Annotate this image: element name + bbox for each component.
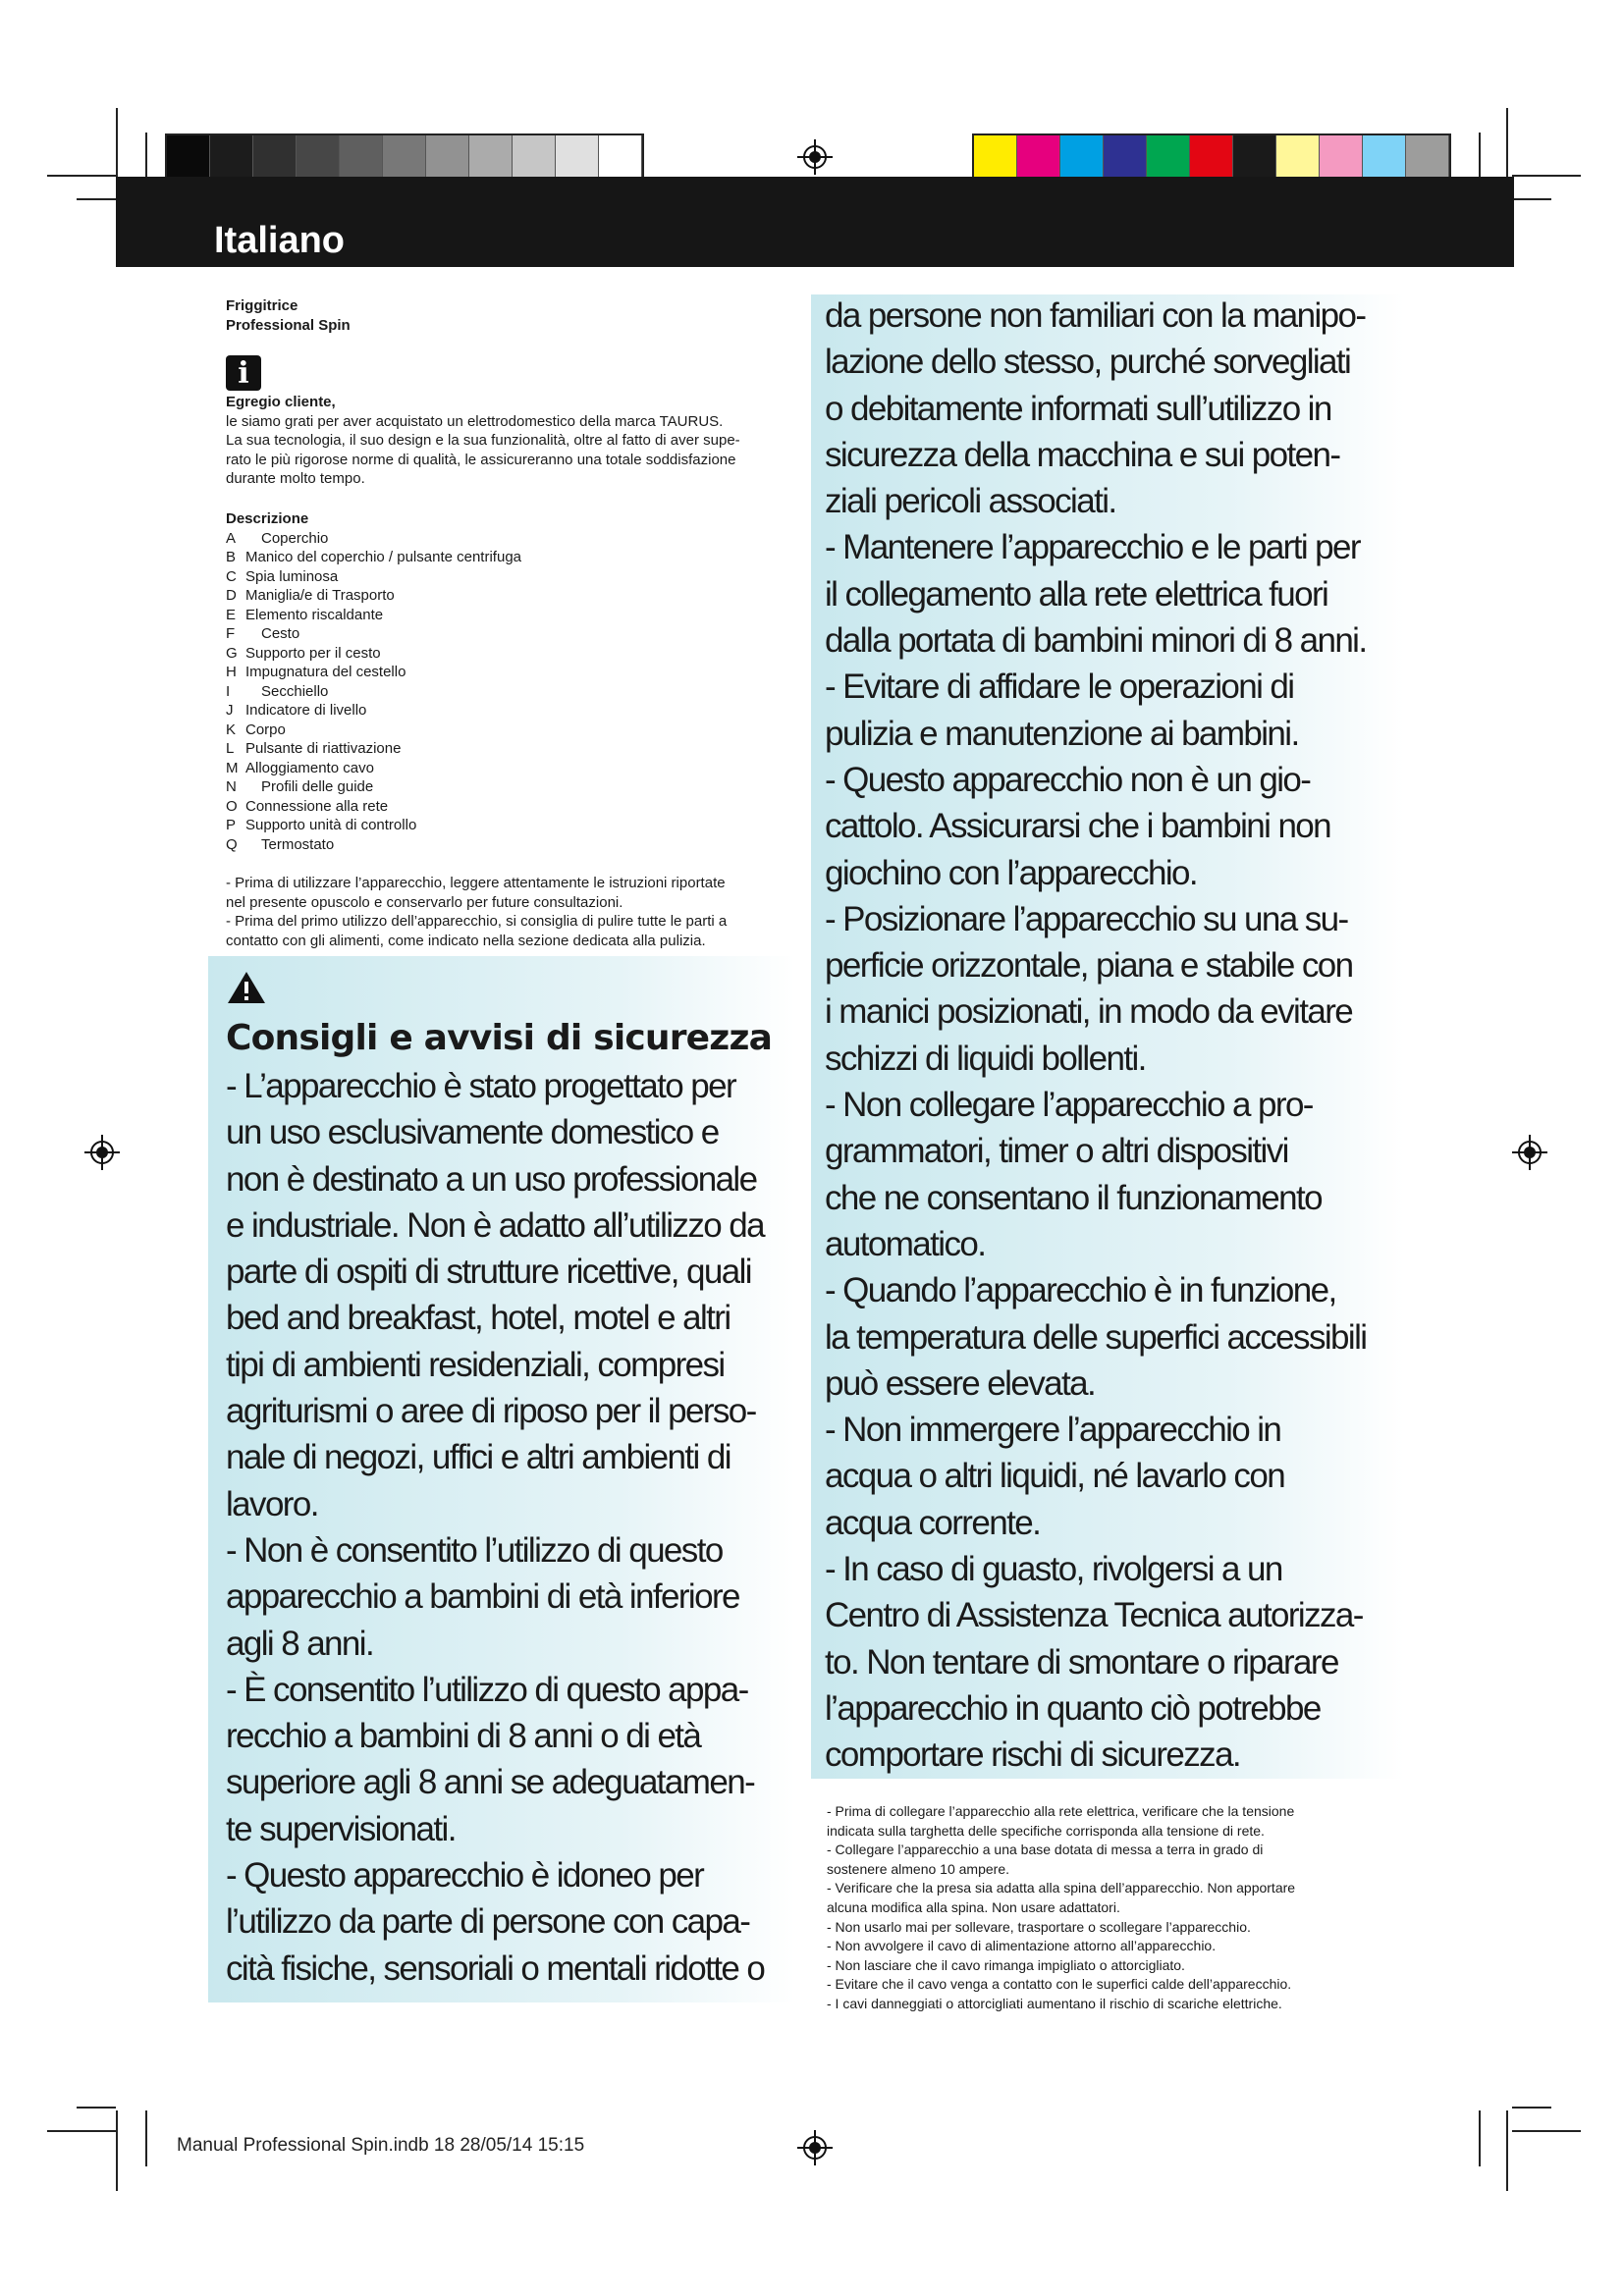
color-swatch bbox=[426, 135, 469, 177]
safety-line: ziali pericoli associati. bbox=[825, 482, 1116, 521]
color-swatch bbox=[1190, 135, 1233, 177]
color-swatch bbox=[253, 135, 297, 177]
safety-line: superiore agli 8 anni se adeguatamen- bbox=[226, 1763, 755, 1802]
description-item bbox=[226, 835, 795, 855]
color-swatch bbox=[1017, 135, 1060, 177]
description-item-key: B bbox=[226, 549, 237, 565]
color-swatch bbox=[1406, 135, 1449, 177]
note-line: - Prima del primo utilizzo dell’apparecchio, si consiglia di pulire tutte le parti a bbox=[226, 913, 728, 930]
safety-line: - È consentito l’utilizzo di questo appa- bbox=[226, 1670, 748, 1709]
description-item bbox=[226, 529, 795, 549]
safety-line: o debitamente informati sull’utilizzo in bbox=[825, 389, 1331, 428]
description-item-key: N bbox=[226, 778, 237, 795]
description-item-label: Supporto unità di controllo bbox=[245, 817, 417, 833]
electrical-note-line: - Non usarlo mai per sollevare, trasportare o scollegare l’apparecchio. bbox=[827, 1918, 1251, 1935]
safety-line: - In caso di guasto, rivolgersi a un bbox=[825, 1550, 1282, 1589]
color-swatch bbox=[383, 135, 426, 177]
safety-line: i manici posizionati, in modo da evitare bbox=[825, 992, 1353, 1032]
color-swatch bbox=[469, 135, 513, 177]
description-item-key: C bbox=[226, 567, 237, 585]
safety-line: - L’apparecchio è stato progettato per bbox=[226, 1067, 736, 1105]
description-item bbox=[226, 721, 795, 740]
color-swatch bbox=[210, 135, 253, 177]
description-item bbox=[226, 663, 795, 682]
safety-line: tipi di ambienti residenziali, compresi bbox=[226, 1345, 725, 1384]
safety-text-right bbox=[825, 293, 1414, 1779]
greeting-section bbox=[226, 393, 795, 489]
language-title: Italiano bbox=[214, 220, 346, 261]
safety-line: l’utilizzo da parte di persone con capa- bbox=[226, 1902, 750, 1942]
electrical-note-line: sostenere almeno 10 ampere. bbox=[827, 1860, 1009, 1877]
safety-line: recchio a bambini di 8 anni o di età bbox=[226, 1717, 701, 1756]
registration-mark-icon bbox=[797, 139, 833, 175]
safety-line: un uso esclusivamente domestico e bbox=[226, 1113, 719, 1152]
safety-line: cattolo. Assicurarsi che i bambini non bbox=[825, 807, 1331, 846]
crop-mark bbox=[77, 2107, 116, 2109]
description-item-key: J bbox=[226, 702, 234, 719]
electrical-note-line: - Collegare l’apparecchio a una base dotata di messa a terra in grado di bbox=[827, 1842, 1264, 1858]
safety-line: dalla portata di bambini minori di 8 anni. bbox=[825, 621, 1367, 661]
description-item-label: Cesto bbox=[261, 625, 300, 642]
safety-line: giochino con l’apparecchio. bbox=[825, 853, 1198, 892]
safety-line: schizzi di liquidi bollenti. bbox=[825, 1039, 1146, 1078]
description-item bbox=[226, 644, 795, 664]
description-item bbox=[226, 586, 795, 606]
safety-line: - Non immergere l’apparecchio in bbox=[825, 1411, 1281, 1450]
footer-slug: Manual Professional Spin.indb 18 28/05/14 15:15 bbox=[177, 2135, 585, 2156]
description-item bbox=[226, 816, 795, 835]
electrical-note-line: indicata sulla targhetta delle specifiche corrisponda alla tensione di rete. bbox=[827, 1822, 1265, 1839]
warning-icon bbox=[226, 970, 267, 1005]
description-item-label: Elemento riscaldante bbox=[245, 606, 384, 623]
description-item-label: Indicatore di livello bbox=[245, 702, 367, 719]
color-swatch bbox=[297, 135, 340, 177]
safety-line: comportare rischi di sicurezza. bbox=[825, 1735, 1241, 1775]
electrical-note-line: - Non avvolgere il cavo di alimentazione attorno all’apparecchio. bbox=[827, 1938, 1217, 1954]
description-item bbox=[226, 624, 795, 644]
electrical-note-line: - Prima di collegare l’apparecchio alla rete elettrica, verificare che la tensione bbox=[827, 1803, 1295, 1819]
description-item-label: Secchiello bbox=[261, 682, 329, 700]
crop-mark bbox=[1512, 2130, 1581, 2132]
crop-mark bbox=[47, 175, 116, 177]
safety-line: lazione dello stesso, purché sorvegliati bbox=[825, 343, 1351, 382]
safety-line: pulizia e manutenzione ai bambini. bbox=[825, 714, 1299, 753]
description-item-key: H bbox=[226, 664, 237, 680]
description-item-label: Alloggiamento cavo bbox=[245, 759, 374, 776]
safety-line: l’apparecchio in quanto ciò potrebbe bbox=[825, 1688, 1321, 1728]
safety-line: Centro di Assistenza Tecnica autorizza- bbox=[825, 1596, 1363, 1635]
description-item bbox=[226, 548, 795, 567]
greeting-line: le siamo grati per aver acquistato un elettrodomestico della marca TAURUS. bbox=[226, 412, 724, 430]
crop-mark bbox=[1512, 198, 1551, 200]
safety-line: da persone non familiari con la manipo- bbox=[825, 296, 1366, 335]
description-item bbox=[226, 567, 795, 587]
safety-line: agli 8 anni. bbox=[226, 1624, 374, 1663]
safety-text-left bbox=[226, 1063, 800, 1992]
safety-line: - Non è consentito l’utilizzo di questo bbox=[226, 1530, 723, 1570]
cmyk-color-bar bbox=[972, 133, 1451, 179]
description-item bbox=[226, 682, 795, 702]
description-item-key: E bbox=[226, 606, 237, 623]
greeting-line: durante molto tempo. bbox=[226, 470, 365, 487]
product-title bbox=[226, 296, 351, 335]
safety-line: bed and breakfast, hotel, motel e altri bbox=[226, 1299, 731, 1338]
description-item-key: D bbox=[226, 587, 237, 604]
description-item-label: Impugnatura del cestello bbox=[245, 664, 406, 680]
safety-line: - Questo apparecchio non è un gio- bbox=[825, 760, 1311, 799]
safety-line: parte di ospiti di strutture ricettive, quali bbox=[226, 1253, 751, 1292]
electrical-note-line: alcuna modifica alla spina. Non usare adattatori. bbox=[827, 1898, 1120, 1915]
description-item-key: F bbox=[226, 625, 236, 642]
electrical-note-line: - Evitare che il cavo venga a contatto con le superfici calde dell’apparecchio. bbox=[827, 1976, 1292, 1993]
safety-line: to. Non tentare di smontare o riparare bbox=[825, 1642, 1338, 1682]
crop-mark bbox=[116, 2110, 118, 2191]
safety-line: agriturismi o aree di riposo per il perso- bbox=[226, 1392, 756, 1431]
description-item-label: Manico del coperchio / pulsante centrifuga bbox=[245, 549, 522, 565]
color-swatch bbox=[599, 135, 642, 177]
crop-mark bbox=[1512, 2107, 1551, 2109]
note-line: nel presente opuscolo e conservarlo per future consultazioni. bbox=[226, 893, 623, 911]
color-swatch bbox=[1147, 135, 1190, 177]
description-item bbox=[226, 777, 795, 797]
safety-heading: Consigli e avvisi di sicurezza bbox=[226, 1018, 773, 1058]
color-swatch bbox=[1060, 135, 1104, 177]
safety-line: e industriale. Non è adatto all’utilizzo da bbox=[226, 1205, 764, 1245]
greeting-line: rato le più rigorose norme di qualità, le assicureranno una totale soddisfazione bbox=[226, 451, 736, 468]
registration-mark-icon bbox=[84, 1135, 120, 1170]
crop-mark bbox=[1479, 2110, 1481, 2166]
description-item-key: O bbox=[226, 797, 238, 815]
color-swatch bbox=[1320, 135, 1363, 177]
description-item-key: M bbox=[226, 759, 239, 776]
description-item-key: K bbox=[226, 721, 237, 738]
description-item bbox=[226, 797, 795, 817]
safety-line: - Evitare di affidare le operazioni di bbox=[825, 667, 1294, 707]
greeting-text bbox=[226, 412, 795, 489]
electrical-note-line: - Verificare che la presa sia adatta alla spina dell’apparecchio. Non apportare bbox=[827, 1880, 1296, 1896]
description-section bbox=[226, 509, 795, 854]
description-item bbox=[226, 759, 795, 778]
note-line: contatto con gli alimenti, come indicato nella sezione dedicata alla pulizia. bbox=[226, 932, 706, 949]
description-item-label: Profili delle guide bbox=[261, 778, 374, 795]
safety-line: non è destinato a un uso professionale bbox=[226, 1159, 757, 1199]
color-swatch bbox=[1363, 135, 1406, 177]
info-icon: i bbox=[226, 355, 261, 391]
crop-mark bbox=[77, 198, 116, 200]
crop-mark bbox=[1512, 175, 1581, 177]
description-list bbox=[226, 529, 795, 855]
safety-line: acqua corrente. bbox=[825, 1503, 1041, 1542]
electrical-safety-notes bbox=[827, 1802, 1406, 2014]
description-item-label: Coperchio bbox=[261, 529, 329, 547]
safety-line: che ne consentano il funzionamento bbox=[825, 1178, 1322, 1217]
safety-line: - Questo apparecchio è idoneo per bbox=[226, 1856, 704, 1896]
electrical-note-line: - I cavi danneggiati o attorcigliati aumentano il rischio di scariche elettriche. bbox=[827, 1995, 1282, 2011]
description-title: Descrizione bbox=[226, 510, 309, 527]
description-item-label: Corpo bbox=[245, 721, 286, 738]
color-swatch bbox=[556, 135, 599, 177]
safety-line: - Mantenere l’apparecchio e le parti per bbox=[825, 528, 1360, 567]
safety-line: grammatori, timer o altri dispositivi bbox=[825, 1132, 1288, 1171]
description-item-label: Termostato bbox=[261, 835, 335, 853]
description-item-label: Spia luminosa bbox=[245, 567, 339, 585]
safety-line: te supervisionati. bbox=[226, 1809, 456, 1848]
description-item-label: Connessione alla rete bbox=[245, 797, 389, 815]
greeting-line: La sua tecnologia, il suo design e la sua funzionalità, oltre al fatto di aver supe- bbox=[226, 432, 740, 449]
color-swatch bbox=[513, 135, 556, 177]
usage-notes bbox=[226, 874, 815, 950]
note-line: - Prima di utilizzare l’apparecchio, leggere attentamente le istruzioni riportate bbox=[226, 875, 726, 891]
description-item bbox=[226, 606, 795, 625]
description-item-key: P bbox=[226, 817, 237, 833]
safety-line: sicurezza della macchina e sui poten- bbox=[825, 435, 1340, 474]
registration-mark-icon bbox=[1512, 1135, 1547, 1170]
safety-line: acqua o altri liquidi, né lavarlo con bbox=[825, 1457, 1285, 1496]
description-item bbox=[226, 739, 795, 759]
safety-line: cità fisiche, sensoriali o mentali ridotte o bbox=[226, 1949, 765, 1988]
description-item-label: Pulsante di riattivazione bbox=[245, 740, 402, 757]
safety-line: - Posizionare l’apparecchio su una su- bbox=[825, 899, 1348, 938]
description-item-key: G bbox=[226, 644, 238, 662]
safety-line: può essere elevata. bbox=[825, 1363, 1096, 1403]
description-item-key: L bbox=[226, 740, 235, 757]
color-swatch bbox=[340, 135, 383, 177]
description-item-key: A bbox=[226, 529, 237, 547]
product-type: Friggitrice bbox=[226, 297, 298, 314]
safety-line: nale di negozi, uffici e altri ambienti di bbox=[226, 1438, 731, 1477]
safety-line: lavoro. bbox=[226, 1484, 318, 1523]
description-item bbox=[226, 701, 795, 721]
grayscale-color-bar bbox=[165, 133, 644, 179]
crop-mark bbox=[1506, 2110, 1508, 2191]
product-model: Professional Spin bbox=[226, 316, 351, 334]
registration-mark-icon bbox=[797, 2130, 833, 2165]
color-swatch bbox=[167, 135, 210, 177]
safety-line: automatico. bbox=[825, 1224, 986, 1263]
description-item-key: I bbox=[226, 682, 231, 700]
greeting-title: Egregio cliente, bbox=[226, 394, 336, 410]
description-item-label: Supporto per il cesto bbox=[245, 644, 381, 662]
safety-line: - Quando l’apparecchio è in funzione, bbox=[825, 1271, 1336, 1310]
safety-line: il collegamento alla rete elettrica fuori bbox=[825, 574, 1328, 614]
crop-mark bbox=[145, 2110, 147, 2166]
description-item-label: Maniglia/e di Trasporto bbox=[245, 587, 395, 604]
safety-line: apparecchio a bambini di età inferiore bbox=[226, 1577, 739, 1617]
color-swatch bbox=[974, 135, 1017, 177]
electrical-note-line: - Non lasciare che il cavo rimanga impigliato o attorcigliato. bbox=[827, 1956, 1185, 1973]
safety-line: la temperatura delle superfici accessibili bbox=[825, 1317, 1367, 1357]
safety-line: - Non collegare l’apparecchio a pro- bbox=[825, 1086, 1313, 1125]
color-swatch bbox=[1104, 135, 1147, 177]
description-item-key: Q bbox=[226, 835, 238, 853]
crop-mark bbox=[47, 2130, 116, 2132]
color-swatch bbox=[1233, 135, 1276, 177]
color-swatch bbox=[1276, 135, 1320, 177]
safety-line: perficie orizzontale, piana e stabile con bbox=[825, 946, 1353, 986]
